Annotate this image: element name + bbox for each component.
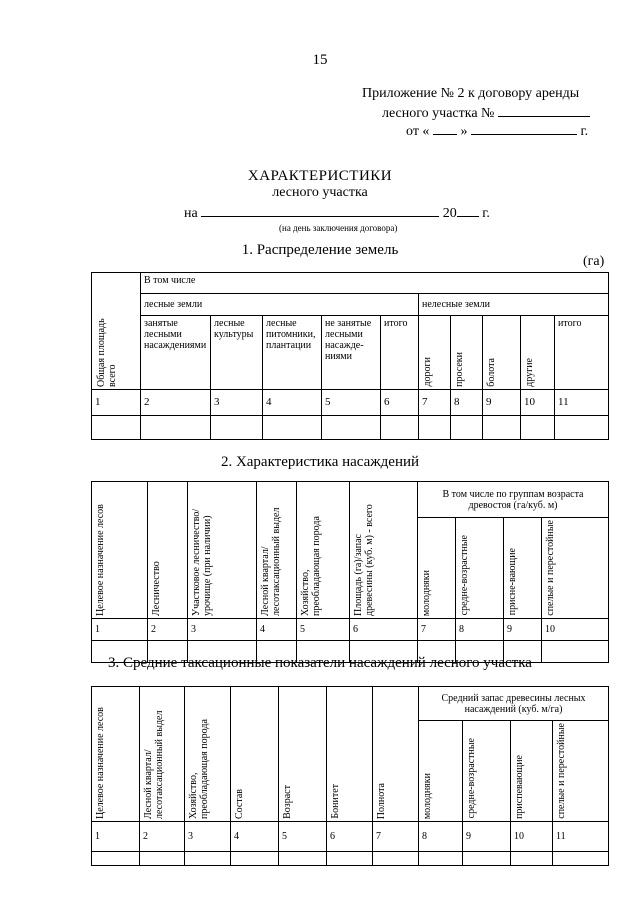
col-occupied: занятые лесными насаждениями [141,316,211,390]
unit-label: (га) [583,254,605,269]
col-number: 2 [140,821,185,851]
date-mid: » [460,124,468,139]
col-number: 1 [92,390,141,416]
numbers-row [92,390,609,416]
col-nonforest-total: итого [555,316,609,390]
col-number: 7 [418,618,456,640]
col-forest-cultures: лесные культуры [211,316,263,390]
col-number: 9 [463,821,511,851]
date-line-prefix: на [184,206,198,221]
col-age: Возраст [279,687,327,822]
col-number: 10 [521,390,555,416]
taxation-table [91,686,609,866]
col-site-class: Бонитет [327,687,373,822]
date-prefix: от « [406,124,430,139]
col-purpose: Целевое назначение лесов [92,482,148,619]
col-middle-aged: средне-возрастные [463,721,511,822]
land-distribution-table [91,272,609,440]
col-swamps: болота [483,316,521,390]
col-purpose: Целевое назначение лесов [92,687,140,822]
col-number: 6 [327,821,373,851]
year-blank [457,204,479,217]
col-economy: Хозяйство, преобладающая порода [185,687,231,822]
col-composition: Состав [231,687,279,822]
stock-group-header: Средний запас древесины лесных насаждений (куб. м/га) [419,687,609,721]
empty-data-row [92,851,609,865]
col-number: 6 [381,390,419,416]
section-1-heading: 1. Распределение земель [241,242,399,258]
col-roads: дороги [419,316,451,390]
col-number: 10 [542,618,609,640]
nonforest-lands-header: нелесные земли [419,294,609,316]
col-total-area: Общая площадь всего [92,273,141,390]
col-quarter: Лесной квартал/ лесотаксационный выдел [140,687,185,822]
col-number: 8 [419,821,463,851]
doc-subtitle: лесного участка [272,185,368,200]
month-blank [471,122,577,135]
in-total-header: В том числе [141,273,609,294]
header-line-3 [406,122,588,140]
col-number: 4 [257,618,297,640]
col-young: молодняки [418,518,456,619]
empty-data-row [92,416,609,440]
col-mature: спелые и перестойные [542,518,609,619]
age-group-header: В том числе по группам возраста древостоя (га/куб. м) [418,482,609,518]
col-economy: Хозяйство, преобладающая порода [297,482,350,619]
col-number: 5 [322,390,381,416]
col-number: 9 [504,618,542,640]
section-3-heading: 3. Средние таксационные показатели насаждений лесного участка [108,655,532,671]
header-line-2 [382,104,590,122]
col-number: 8 [456,618,504,640]
col-mature: спелые и перестойные [553,721,609,822]
col-number: 1 [92,821,140,851]
col-young: молодняки [419,721,463,822]
col-nurseries: лесные питомники, плантации [263,316,322,390]
forest-lands-header: лесные земли [141,294,419,316]
col-quarter: Лесной квартал/ лесотаксационный выдел [257,482,297,619]
col-number: 3 [188,618,257,640]
col-number: 9 [483,390,521,416]
col-number: 6 [350,618,418,640]
col-middle-aged: средне-возрастные [456,518,504,619]
year-prefix: 20 [442,206,457,221]
header-line-1: Приложение № 2 к договору аренды [362,86,580,101]
doc-title: ХАРАКТЕРИСТИКИ [247,168,393,184]
col-number: 7 [373,821,419,851]
col-forestry: Лесничество [148,482,188,619]
col-maturing: присне-вающие [504,518,542,619]
col-number: 3 [211,390,263,416]
header-line-2-text: лесного участка № [382,106,495,121]
page-number: 15 [312,52,328,68]
date-suffix: г. [580,124,589,139]
plantings-table [91,481,609,663]
col-number: 5 [279,821,327,851]
col-number: 10 [511,821,553,851]
col-number: 2 [141,390,211,416]
col-unoccupied: не занятые лесными насажде-ниями [322,316,381,390]
date-note: (на день заключения договора) [279,223,398,233]
col-other: другие [521,316,555,390]
col-district-forestry: Участковое лесничество/ урочище (при наличии) [188,482,257,619]
col-number: 1 [92,618,148,640]
col-forest-total: итого [381,316,419,390]
col-number: 4 [231,821,279,851]
col-number: 5 [297,618,350,640]
col-clearings: просеки [451,316,483,390]
date-blank [201,204,439,217]
col-number: 7 [419,390,451,416]
col-number: 2 [148,618,188,640]
numbers-row [92,618,609,640]
year-suffix: г. [482,206,490,221]
col-number: 8 [451,390,483,416]
section-2-heading: 2. Характеристика насаждений [220,454,420,470]
col-number: 11 [555,390,609,416]
contract-number-blank [498,104,590,117]
col-number: 4 [263,390,322,416]
day-blank [433,122,457,135]
col-number: 3 [185,821,231,851]
date-line [184,204,490,222]
col-number: 11 [553,821,609,851]
numbers-row [92,821,609,851]
col-density: Полнота [373,687,419,822]
col-area-stock: Площадь (га)/запас древесины (куб. м) - всего [350,482,418,619]
col-maturing: приспевающие [511,721,553,822]
